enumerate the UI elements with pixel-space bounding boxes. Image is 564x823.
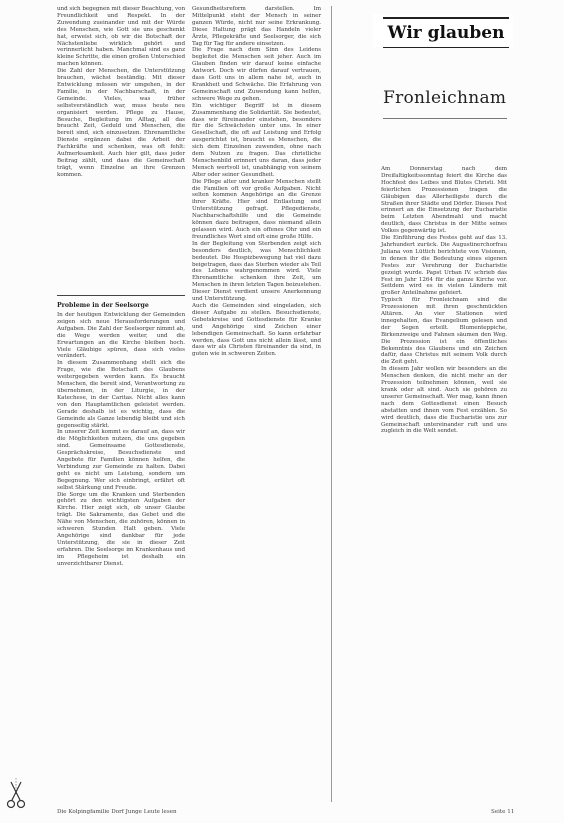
- paragraph: und sich begegnen mit dieser Beachtung, von Freundlichkeit und Respekt. In der Zuwendung zueinander und mit der Würde des Menschen, wie Gott sie uns geschenkt hat, erweist sich, ob wir die Botschaft der Nächstenliebe wirklich gehört und verinnerlicht haben. Manchmal sind es ganz kleine Schritte, die einen großen Unterschied machen können.: [57, 6, 185, 68]
- column-left: [57, 6, 185, 179]
- divider: [57, 295, 185, 296]
- paragraph: Die Frage nach dem Sinn des Leidens begleitet die Menschen seit jeher. Auch im Glauben finden wir darauf keine einfache Antwort. Doch wir dürfen darauf vertrauen, dass Gott uns in allem nahe ist, auch in Krankheit und Schwäche. Die Erfahrung von Gemeinschaft und Zuwendung kann helfen, schwere Wege zu gehen.: [192, 47, 321, 102]
- column-divider: [331, 6, 332, 802]
- column-left-section: [57, 312, 185, 568]
- paragraph: Die Einführung des Festes geht auf das 13. Jahrhundert zurück. Die Augustinerchorfrau Juliana von Lüttich berichtete von Visionen, in denen ihr die Bedeutung eines eigenen Festes zur Verehrung der Eucharistie gezeigt wurde. Papst Urban IV. schrieb das Fest im Jahr 1264 für die ganze Kirche vor. Seitdem wird es in vielen Ländern mit großer Anteilnahme gefeiert.: [381, 235, 507, 297]
- feast-title: Fronleichnam: [383, 88, 507, 108]
- paragraph: Auch die Gemeinden sind eingeladen, sich dieser Aufgabe zu stellen. Besuchsdienste, Gebetskreise und Gottesdienste für Kranke und Angehörige sind Zeichen einer lebendigen Gemeinschaft. So kann erfahrbar werden, dass Gott uns nicht allein lässt, und dass wir als Christen füreinander da sind, in guten wie in schweren Zeiten.: [192, 302, 321, 358]
- column-middle: [192, 6, 321, 358]
- scissors-icon: [5, 778, 27, 812]
- footer-left: Die Kolpingfamilie Dorf Junge Leute lesen: [57, 809, 177, 815]
- section-heading: Probleme in der Seelsorge: [57, 302, 149, 309]
- page-number: Seite 11: [491, 809, 515, 815]
- paragraph: In der Begleitung von Sterbenden zeigt sich besonders deutlich, was Menschlichkeit bedeutet. Die Hospizbewegung hat viel dazu beigetragen, dass das Sterben wieder als Teil des Lebens wahrgenommen wird. Viele Ehrenamtliche schenken ihre Zeit, um Menschen in ihren letzten Tagen beizustehen. Dieser Dienst verdient unsere Anerkennung und Unterstützung.: [192, 240, 321, 303]
- paragraph: Typisch für Fronleichnam sind die Prozessionen mit ihren geschmückten Altären. An vier Stationen wird innegehalten, das Evangelium gelesen und der Segen erteilt. Blumenteppiche, Birkenzweige und Fahnen säumen den Weg. Die Prozession ist ein öffentliches Bekenntnis des Glaubens und ein Zeichen dafür, dass Christus mit seinem Volk durch die Zeit geht.: [381, 297, 507, 366]
- paragraph: Am Donnerstag nach dem Dreifaltigkeitssonntag feiert die Kirche das Hochfest des Leibes und Blutes Christi. Mit feierlichen Prozessionen tragen die Gläubigen das Allerheiligste durch die Straßen ihrer Städte und Dörfer. Dieses Fest erinnert an die Einsetzung der Eucharistie beim Letzten Abendmahl und macht deutlich, dass Christus in der Mitte seines Volkes gegenwärtig ist.: [381, 166, 507, 235]
- paragraph: Die Pflege alter und kranker Menschen stellt die Familien oft vor große Aufgaben. Nicht selten kommen Angehörige an die Grenze ihrer Kräfte. Hier sind Entlastung und Unterstützung gefragt. Pflegedienste, Nachbarschaftshilfe und die Gemeinde können dazu beitragen, dass niemand allein gelassen wird. Auch ein offenes Ohr und ein freundliches Wort sind oft eine große Hilfe.: [192, 178, 321, 240]
- paragraph: In der heutigen Entwicklung der Gemeinden zeigen sich neue Herausforderungen und Aufgaben. Die Zahl der Seelsorger nimmt ab, die Wege werden weiter, und die Erwartungen an die Kirche bleiben hoch. Viele Gläubige spüren, dass sich vieles verändert.: [57, 312, 185, 360]
- paragraph: Die Zahl der Menschen, die Unterstützung brauchen, wächst beständig. Mit dieser Entwicklung müssen wir umgehen, in der Familie, in der Nachbarschaft, in der Gemeinde. Vieles, was früher selbstverständlich war, muss heute neu organisiert werden. Pflege zu Hause, Besuche, Begleitung im Alltag, all das braucht Zeit, Geduld und Menschen, die bereit sind, sich einzusetzen. Ehrenamtliche Dienste ergänzen dabei die Arbeit der Fachkräfte und schenken, was oft fehlt: Aufmerksamkeit. Auch hier gilt, dass jeder Beitrag zählt, und dass die Gemeinschaft trägt, wenn Einzelne an ihre Grenzen kommen.: [57, 68, 185, 178]
- paragraph: In diesem Zusammenhang stellt sich die Frage, wie die Botschaft des Glaubens weitergegeben werden kann. Es braucht Menschen, die bereit sind, Verantwortung zu übernehmen, in der Liturgie, in der Katechese, in der Caritas. Nicht alles kann von den Hauptamtlichen geleistet werden. Gerade deshalb ist es wichtig, dass die Gemeinde als Ganze lebendig bleibt und sich gegenseitig stärkt.: [57, 360, 185, 429]
- paragraph: Gesundheitsreform darstellen. Im Mittelpunkt steht der Mensch in seiner ganzen Würde, nicht nur seine Erkrankung. Diese Haltung prägt das Handeln vieler Ärzte, Pflegekräfte und Seelsorger, die sich Tag für Tag für andere einsetzen.: [192, 6, 321, 47]
- paragraph: In unserer Zeit kommt es darauf an, dass wir die Möglichkeiten nutzen, die uns gegeben sind. Gemeinsame Gottesdienste, Gesprächskreise, Besuchsdienste und Angebote für Familien können helfen, die Verbindung zur Gemeinde zu halten. Dabei geht es nicht um Leistung, sondern um Begegnung. Wer sich einbringt, erfährt oft selbst Stärkung und Freude.: [57, 429, 185, 491]
- column-right: [381, 166, 507, 435]
- paragraph: In diesem Jahr wollen wir besonders an die Menschen denken, die nicht mehr an der Prozession teilnehmen können, weil sie krank oder alt sind. Auch sie gehören zu unserer Gemeinschaft. Wer mag, kann ihnen nach dem Gottesdienst einen Besuch abstatten und ihnen vom Fest erzählen. So wird deutlich, dass die Eucharistie uns zur Gemeinschaft untereinander ruft und uns zugleich in die Welt sendet.: [381, 366, 507, 435]
- paragraph: Ein wichtiger Begriff ist in diesem Zusammenhang die Solidarität. Sie bedeutet, dass wir füreinander einstehen, besonders für die Schwächsten unter uns. In einer Gesellschaft, die oft auf Leistung und Erfolg ausgerichtet ist, braucht es Menschen, die sich dem Einzelnen zuwenden, ohne nach dem Nutzen zu fragen. Das christliche Menschenbild erinnert uns daran, dass jeder Mensch wertvoll ist, unabhängig von seinem Alter oder seiner Gesundheit.: [192, 102, 321, 178]
- page-title: Wir glauben: [383, 17, 509, 48]
- feast-divider: [383, 118, 507, 119]
- paragraph: Die Sorge um die Kranken und Sterbenden gehört zu den wichtigsten Aufgaben der Kirche. Hier zeigt sich, ob unser Glaube trägt. Die Sakramente, das Gebet und die Nähe von Menschen, die zuhören, können in schweren Stunden Halt geben. Viele Angehörige sind dankbar für jede Unterstützung, die sie in dieser Zeit erfahren. Die Seelsorge im Krankenhaus und im Pflegeheim ist deshalb ein unverzichtbarer Dienst.: [57, 491, 185, 567]
